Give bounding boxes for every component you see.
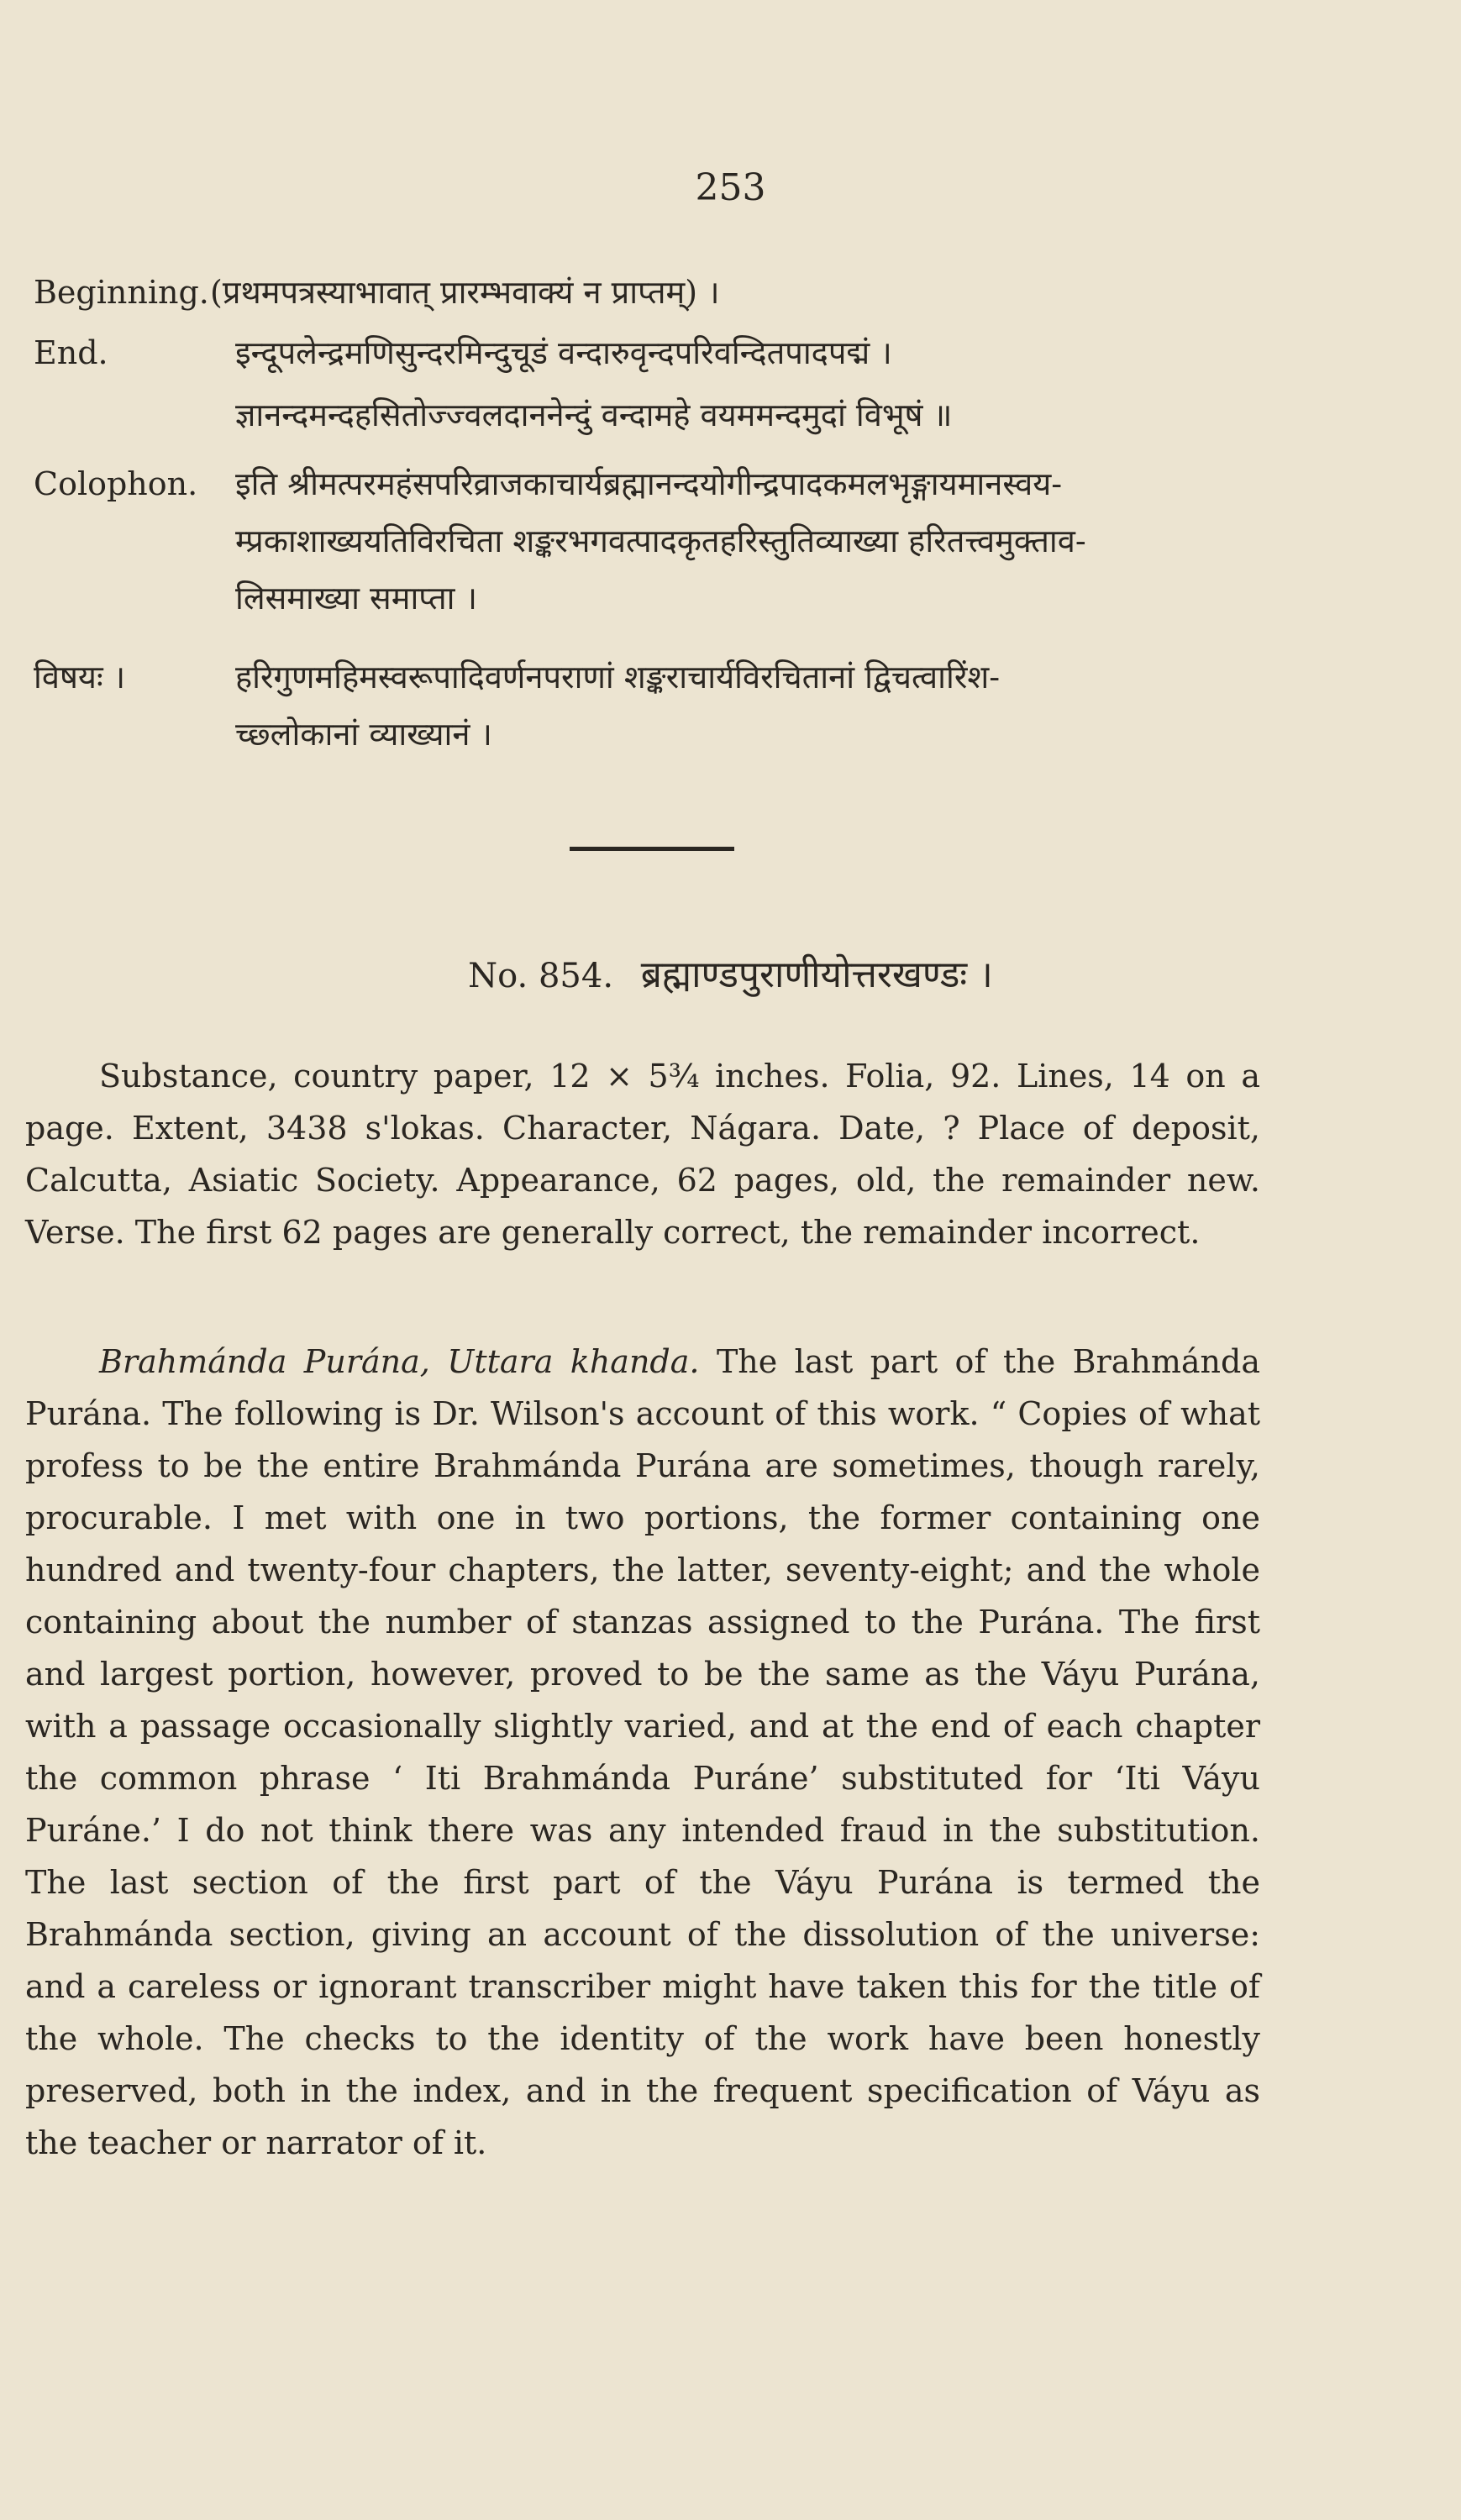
colophon-line: लिसमाख्या समाप्ता । <box>235 580 477 617</box>
end-text <box>235 331 1411 437</box>
entry-number: No. 854. <box>468 957 614 995</box>
body-text-content: The last part of the Brahmánda Purána. The following is Dr. Wilson's account of this work. “ Copies of what profess to be the entire Brahmánda Purána are sometimes, though rarely, procurable. I met with one in two portions, the former containing one hundred and twenty-four chapters, the latter, seventy-eight; and the whole containing about the number of stanzas assigned to the Purána. The first and largest portion, however, proved to be the same as the Váyu Purána, with a passage occasionally slightly varied, and at the end of each chapter the common phrase ‘ Iti Brahmánda Puráne’ substituted for ‘Iti Váyu Puráne.’ I do not think there was any intended fraud in the substitution. The last section of the first part of the Váyu Purána is termed the Brahmánda section, giving an account of the dissolution of the universe: and a careless or ignorant transcriber might have taken this for the title of the whole. The checks to the identity of the work have been honestly preserved, both in the index, and in the frequent specification of Váyu as the teacher or narrator of it. <box>25 1343 1260 2161</box>
description-paragraph <box>25 1050 1260 1258</box>
entry-heading <box>0 948 1461 998</box>
end-line: इन्दूपलेन्द्रमणिसुन्दरमिन्दुचूडं वन्दारुवृन्दपरिवन्दितपादपद्मं । <box>235 334 892 371</box>
beginning-line: (प्रथमपत्रस्याभावात् प्रारम्भवाक्यं न प्राप्तम्) । <box>210 274 720 311</box>
entry-title-devanagari: ब्रह्माण्डपुराणीयोत्तरखण्डः । <box>640 953 993 996</box>
colophon-label: Colophon. <box>34 465 198 502</box>
subject-label: विषयः । <box>34 659 126 696</box>
colophon-line: इति श्रीमत्परमहंसपरिव्राजकाचार्यब्रह्मानन्दयोगीन्द्रपादकमलभृङ्गायमानस्वय- <box>235 465 1063 502</box>
end-line: ज्ञानन्दमन्दहसितोज्ज्वलदाननेन्दुं वन्दामहे वयममन्दमुदां विभूषं ॥ <box>235 396 953 433</box>
body-text <box>25 1336 1260 2169</box>
work-title-italic: Brahmánda Purána, Uttara khanda. <box>99 1343 700 1380</box>
beginning-text <box>210 270 1386 314</box>
beginning-label: Beginning. <box>34 274 209 311</box>
colophon-line: म्प्रकाशाख्ययतिविरचिता शङ्करभगवत्पादकृतहरिस्तुतिव्याख्या हरितत्त्वमुक्ताव- <box>235 522 1086 559</box>
end-label: End. <box>34 334 108 371</box>
subject-line: च्छ्लोकानां व्याख्यानं । <box>235 716 492 753</box>
description-text: Substance, country paper, 12 × 5¾ inches. Folia, 92. Lines, 14 on a page. Extent, 3438 s'lokas. Character, Nágara. Date, ? Place of deposit, Calcutta, Asiatic Society. Appearance, 62 pages, old, the remainder new. Verse. The first 62 pages are generally correct, the remainder incorrect. <box>25 1058 1260 1251</box>
page-number: 253 <box>695 166 766 209</box>
body-paragraph <box>25 1336 1260 2169</box>
colophon-text <box>235 462 1411 620</box>
section-divider <box>570 847 734 851</box>
subject-line: हरिगुणमहिमस्वरूपादिवर्णनपराणां शङ्कराचार्यविरचितानां द्विचत्वारिंश- <box>235 659 1001 696</box>
subject-text <box>235 655 1411 756</box>
